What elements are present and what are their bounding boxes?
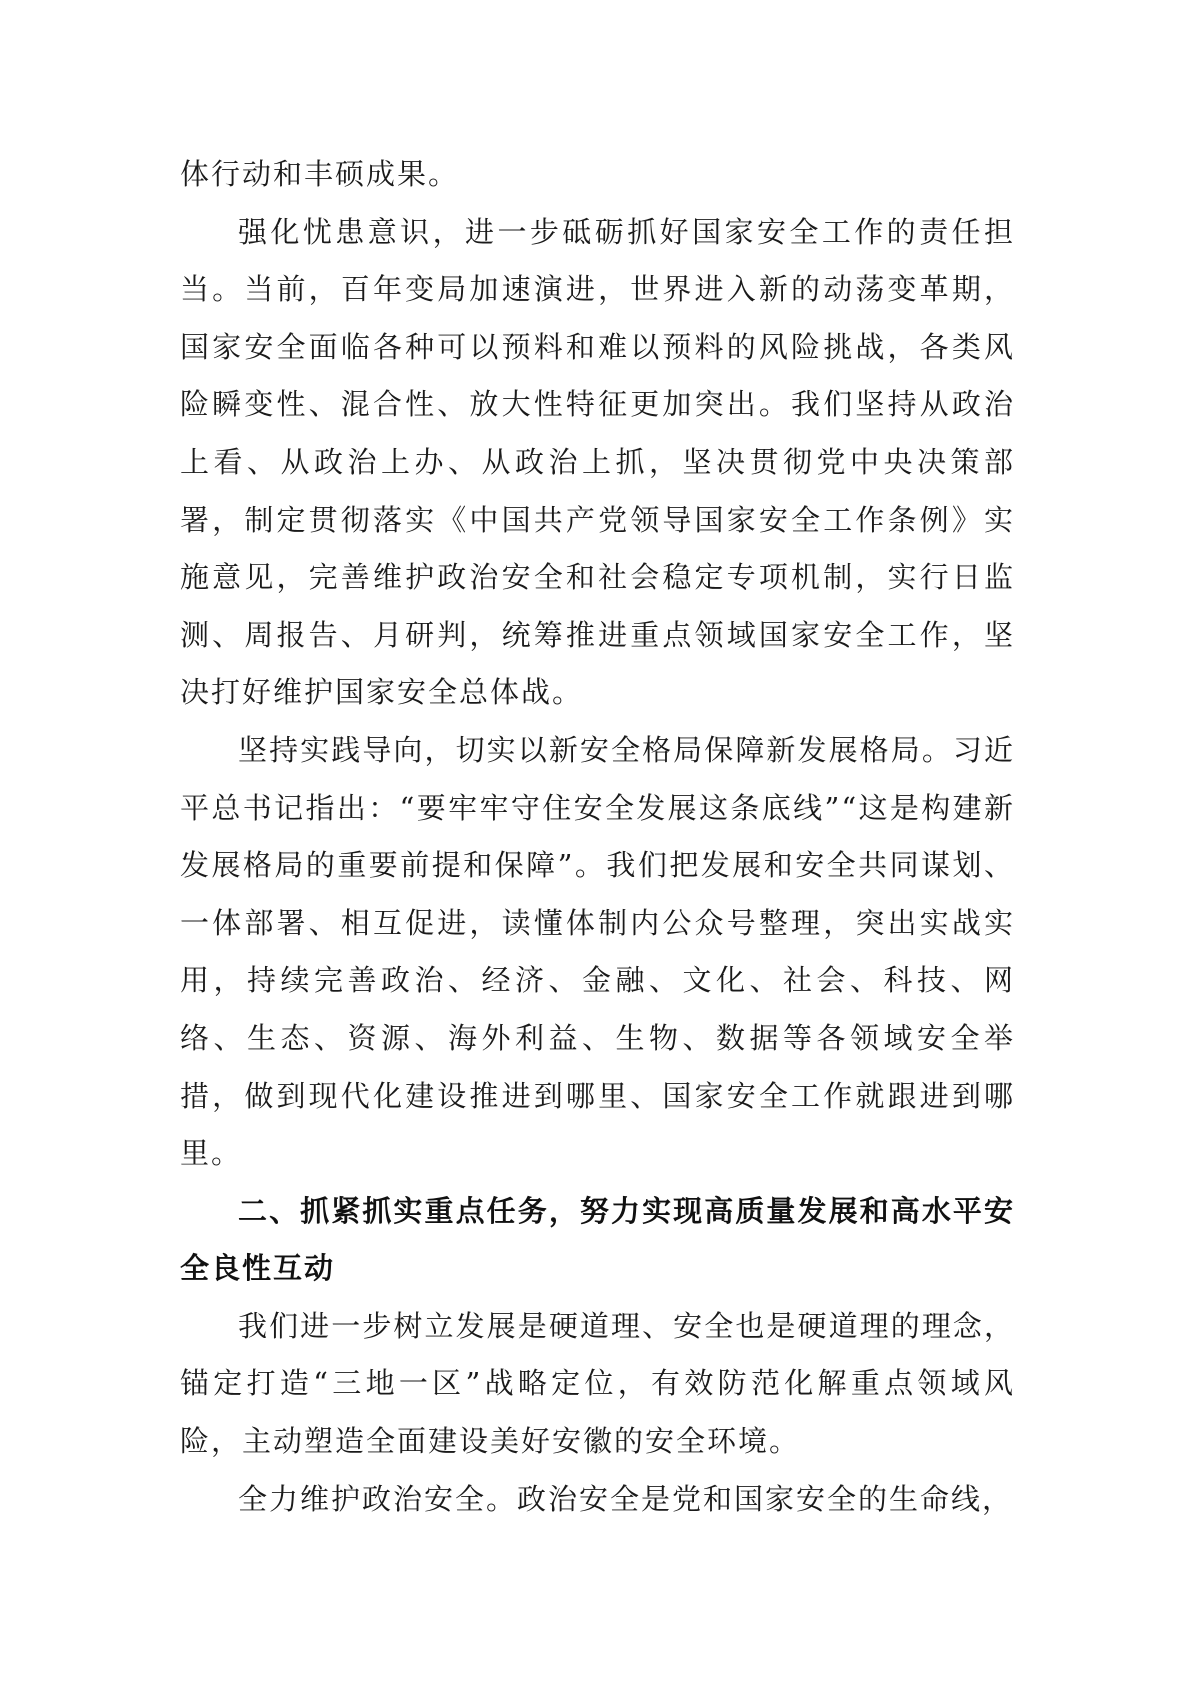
paragraph-continuation: 体行动和丰硕成果。 [180, 157, 460, 191]
document-body [180, 146, 1015, 1528]
paragraph-political-security: 全力维护政治安全。政治安全是党和国家安全的生命线， [238, 1481, 1014, 1516]
section-heading: 二、抓紧抓实重点任务，努力实现高质量发展和高水平安全良性互动 [180, 1193, 1015, 1286]
paragraph-development-security: 我们进一步树立发展是硬道理、安全也是硬道理的理念，锚定打造“三地一区”战略定位，有效防范化解重点领域风险，主动塑造全面建设美好安徽的安全环境。 [180, 1308, 1015, 1459]
paragraph-security-responsibility: 强化忧患意识，进一步砥砺抓好国家安全工作的责任担当。当前，百年变局加速演进，世界进入新的动荡变革期，国家安全面临各种可以预料和难以预料的风险挑战，各类风险瞬变性、混合性、放大性特征更加突出。我们坚持从政治上看、从政治上办、从政治上抓，坚决贯彻党中央决策部署，制定贯彻落实《中国共产党领导国家安全工作条例》实施意见，完善维护政治安全和社会稳定专项机制，实行日监测、周报告、月研判，统筹推进重点领域国家安全工作，坚决打好维护国家安全总体战。 [180, 214, 1015, 710]
paragraph-practice-orientation: 坚持实践导向，切实以新安全格局保障新发展格局。习近平总书记指出：“要牢牢守住安全发展这条底线”“这是构建新发展格局的重要前提和保障”。我们把发展和安全共同谋划、一体部署、相互促进，读懂体制内公众号整理，突出实战实用，持续完善政治、经济、金融、文化、社会、科技、网络、生态、资源、海外利益、生物、数据等各领域安全举措，做到现代化建设推进到哪里、国家安全工作就跟进到哪里。 [180, 732, 1015, 1171]
